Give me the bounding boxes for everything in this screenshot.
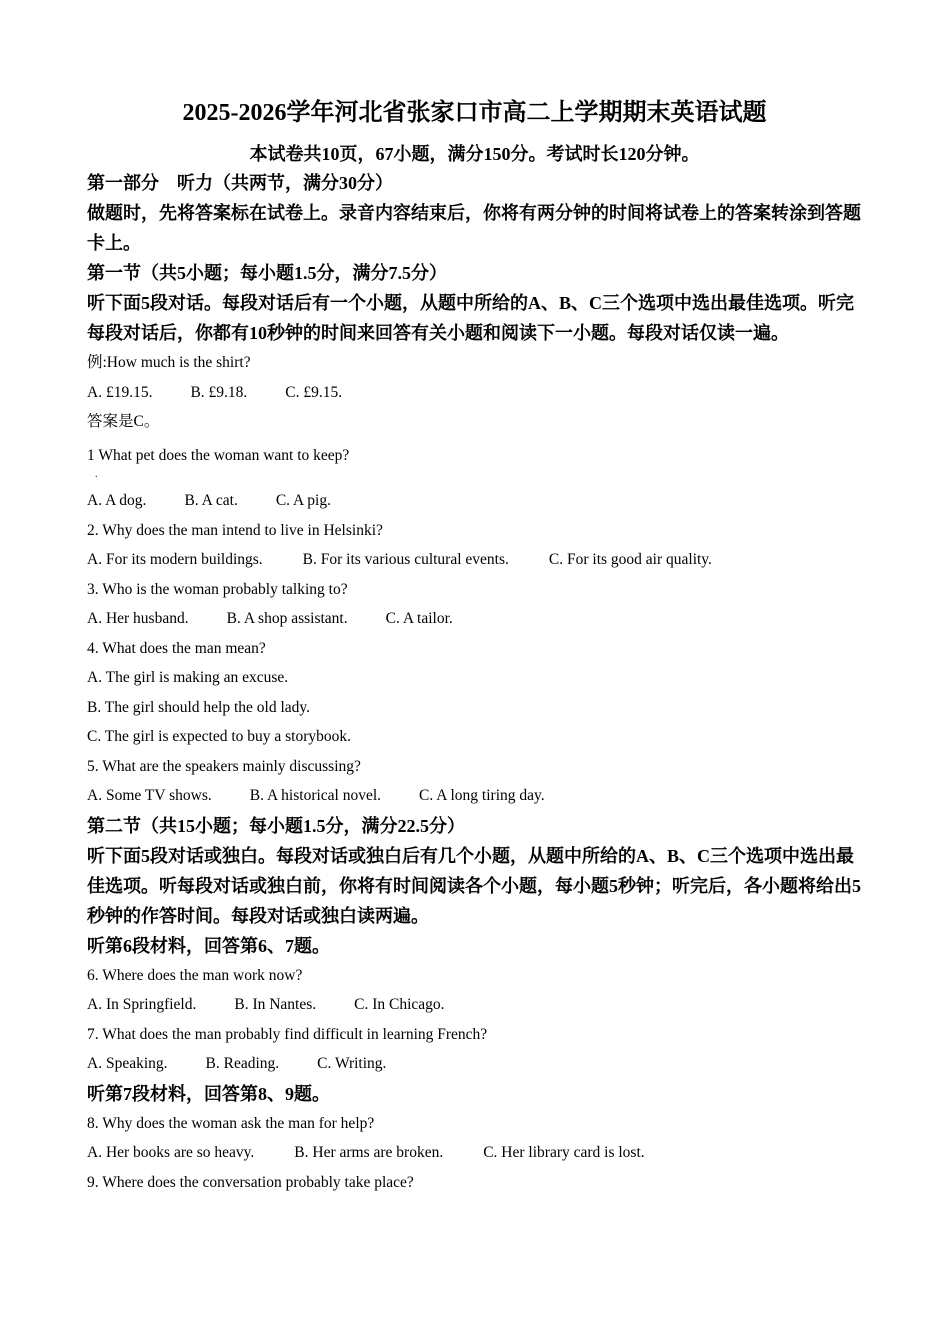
question-1: 1 What pet does the woman want to keep?: [87, 446, 350, 464]
exam-page: [87, 96, 862, 1197]
question-3-options: [87, 604, 862, 634]
example-question: 例:How much is the shirt?: [87, 354, 251, 371]
exam-info: 本试卷共10页，67小题，满分150分。考试时长120分钟。: [249, 144, 700, 164]
question-4-option-b: B. The girl should help the old lady.: [87, 698, 311, 716]
option-c: C. A long tiring day.: [419, 787, 545, 804]
question-3: 3. Who is the woman probably talking to?: [87, 580, 348, 598]
option-c: C. Her library card is lost.: [483, 1144, 645, 1161]
option-a: A. Her husband.: [87, 610, 189, 627]
option-b: B. Reading.: [205, 1055, 280, 1072]
option-b: B. A cat.: [184, 492, 238, 509]
section2-heading: 第二节（共15小题；每小题1.5分，满分22.5分）: [87, 815, 465, 836]
option-b: B. £9.18.: [190, 383, 248, 401]
option-c: C. A tailor.: [385, 610, 453, 627]
option-a: A. For its modern buildings.: [87, 551, 263, 568]
question-6: 6. Where does the man work now?: [87, 966, 303, 984]
part1-heading: 第一部分 听力（共两节，满分30分）: [87, 173, 393, 193]
option-b: B. In Nantes.: [234, 996, 317, 1013]
option-b: B. A shop assistant.: [226, 610, 348, 627]
page-title: 2025-2026学年河北省张家口市高二上学期期末英语试题: [182, 100, 767, 126]
option-a: A. Her books are so heavy.: [87, 1144, 255, 1161]
question-9: 9. Where does the conversation probably take place?: [87, 1173, 414, 1191]
section1-instruction: 听下面5段对话。每段对话后有一个小题，从题中所给的A、B、C三个选项中选出最佳选项。听完每段对话后，你都有10秒钟的时间来回答有关小题和阅读下一小题。每段对话仅读一遍。: [87, 293, 854, 343]
question-1-options: [87, 486, 862, 516]
option-c: C. £9.15.: [285, 383, 343, 401]
question-4-option-a: A. The girl is making an excuse.: [87, 669, 289, 686]
question-5: 5. What are the speakers mainly discussing?: [87, 757, 361, 775]
section1-heading: 第一节（共5小题；每小题1.5分，满分7.5分）: [87, 263, 447, 283]
option-a: A. Some TV shows.: [87, 787, 212, 804]
option-a: A. In Springfield.: [87, 996, 197, 1013]
group-6-heading: 听第6段材料，回答第6、7题。: [87, 935, 330, 956]
group-7-heading: 听第7段材料，回答第8、9题。: [87, 1083, 330, 1104]
question-8: 8. Why does the woman ask the man for help?: [87, 1114, 375, 1132]
example-answer: 答案是C。: [87, 413, 160, 430]
option-a: A. £19.15.: [87, 383, 153, 401]
option-b: B. A historical novel.: [249, 787, 382, 804]
question-4-option-c: C. The girl is expected to buy a storybook.: [87, 728, 352, 745]
part1-instruction: 做题时，先将答案标在试卷上。录音内容结束后，你将有两分钟的时间将试卷上的答案转涂到答题卡上。: [87, 203, 861, 253]
question-8-options: [87, 1138, 862, 1168]
option-b: B. For its various cultural events.: [302, 551, 509, 568]
option-a: A. Speaking.: [87, 1055, 168, 1072]
option-c: C. For its good air quality.: [548, 551, 712, 568]
example-options: [87, 378, 862, 408]
question-2-options: [87, 545, 862, 575]
question-2: 2. Why does the man intend to live in Helsinki?: [87, 521, 383, 539]
option-b: B. Her arms are broken.: [294, 1144, 444, 1161]
option-a: A. A dog.: [87, 492, 147, 509]
option-c: C. A pig.: [275, 492, 331, 509]
question-1-dot: .: [95, 469, 98, 480]
question-6-options: [87, 990, 862, 1020]
question-5-options: [87, 781, 862, 811]
question-7-options: [87, 1049, 862, 1079]
question-4: 4. What does the man mean?: [87, 639, 266, 657]
option-c: C. Writing.: [317, 1055, 387, 1072]
section2-instruction: 听下面5段对话或独白。每段对话或独白后有几个小题，从题中所给的A、B、C三个选项中选出最佳选项。听每段对话或独白前，你将有时间阅读各个小题，每小题5秒钟；听完后，各小题将给出5秒钟的作答时间。每段对话或独白读两遍。: [87, 845, 861, 926]
question-7: 7. What does the man probably find difficult in learning French?: [87, 1025, 488, 1043]
option-c: C. In Chicago.: [354, 996, 445, 1013]
